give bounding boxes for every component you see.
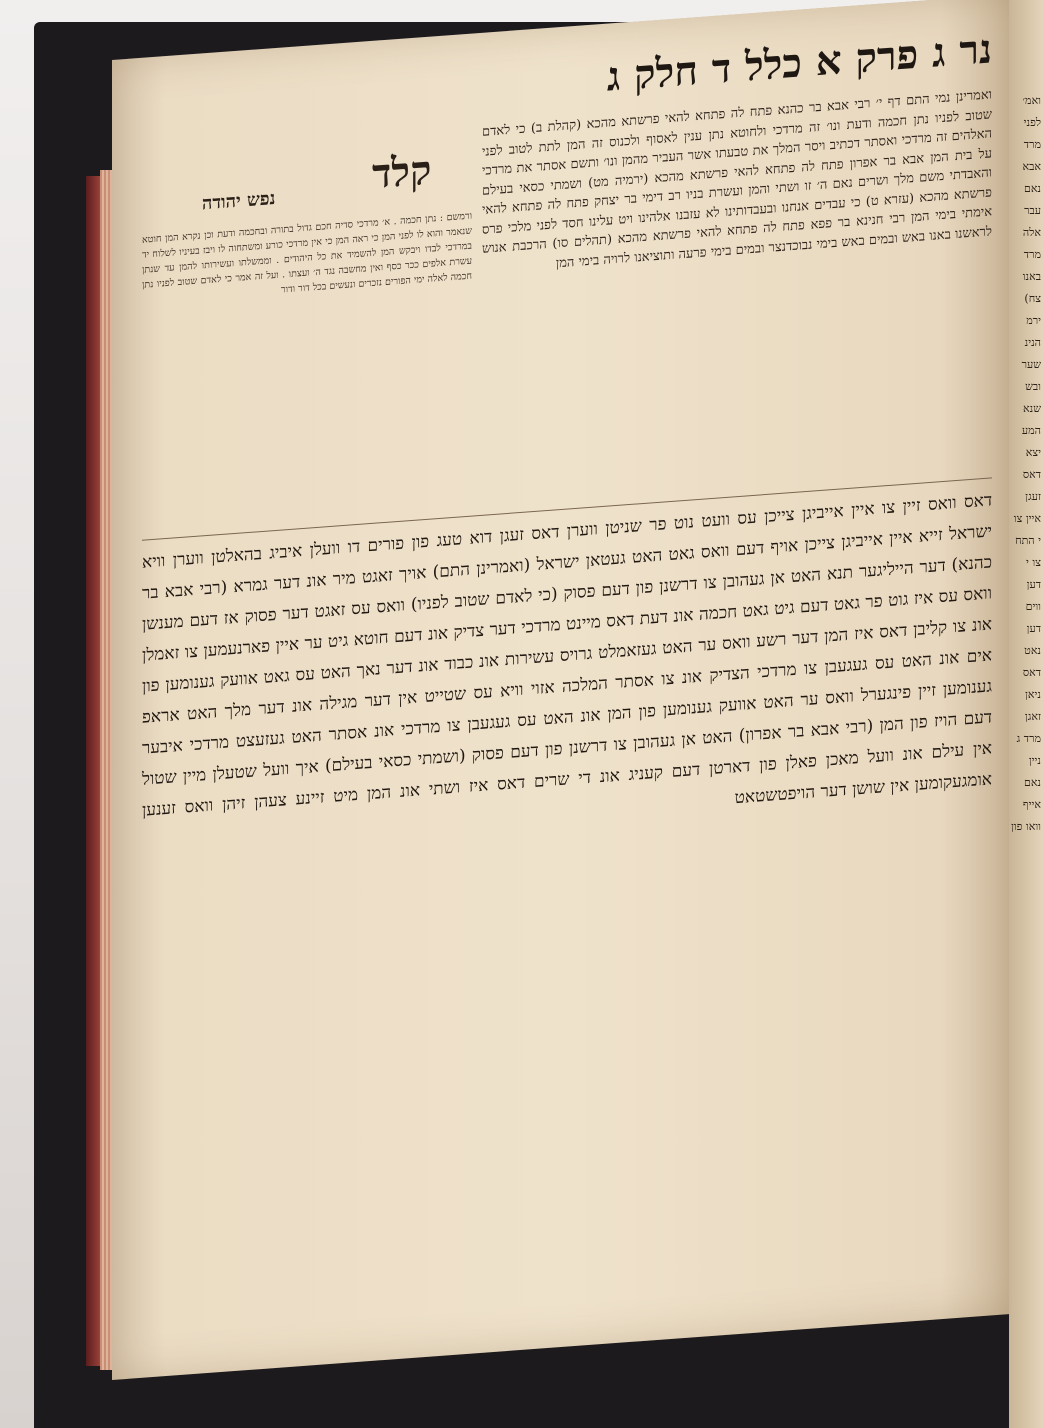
commentary-text: ורמשם : נתן חכמה . א׳ מרדכי סדיה חכם גדול בתורה ובחכמה ודעת וכן נקרא המן חוטא שנאמר והוא לו לפני המן כי ראה המן כי אין מרדכי כורע ומשתחוה לו ויבז בעיניו לשלוח יד במרדכי לבדו ויבקש המן להשמיד את כל היהודים . וממשלתו ועשירותו להמן עד שנתן עשרת אלפים ככר כסף ואין מחשבה נגד ה׳ ועצתו . ועל זה אמר כי לאדם שטוב לפניו נתן חכמה לאלה ימי הפורים נזכרים ונעשים בכל דור ודור: [142, 210, 472, 296]
facing-page: [1009, 0, 1043, 1428]
main-hebrew-text: ואמרינן נמי התם דף י׳ רבי אבא בר כהנא פתח לה פתחא להאי פרשתא מהכא (קהלת ב) כי לאדם שטוב לפניו נתן חכמה ודעת ונו׳ זה מרדכי ולחוטא נתן ענין לאסוף ולכנוס זה המן לתת לטוב לפני האלהים זה מרדכי ואסתר דכתיב ויסר המלך את טבעתו אשר העביר מהמן ונו׳ ותשם אסתר את מרדכי על בית המן אבא בר אפרון פתח לה פתחא להאי פרשתא מהכא (ירמיה מט) ושמתי כסאי בעילם והאבדתי משם מלך ושרים נאם ה׳ זו ושתי והמן ועשרת בניו רב דימי בר יצחק פתח לה פתחא להאי פרשתא מהכא (עזרא ט) כי עבדים אנחנו ובעבדותינו לא עזבנו אלהינו ויט עלינו חסד לפני מלכי פרס אימתי בימי המן רבי חנינא בר פפא פתח לה פתחא להאי פרשתא מהכא (תהלים סו) הרכבת אנוש לראשנו באנו באש ובמים באש בימי נבוכדנצר ובמים בימי פרעה ותוציאנו לרויה בימי המן: [482, 87, 992, 271]
commentary-title: נפש יהודה: [202, 188, 276, 215]
facing-page-text: ואמ׳ לפני מרד אבא נאם עבר אלה מרד באנו צח) ירמ הנינ שער ובש שנא המע יצא דאס זעגן איין צו י התח צו י דען ווים דען נאט דאס ניאן זאגן מרד ג ניין נאם אייף וואו פון: [1010, 94, 1041, 833]
yiddish-translation-text: דאס וואס זיין צו איין אייביגן צייכן עס וועט נוט פר שניטן ווערן דאס זעגן דוא טעג פון פורים דו וועלן איביג בהאלטן ווערן וויא ישראל זייא איין אייביגן צייכן אויף דעם וואס גאט האט געטאן ישראל (ואמרינן התם) אויך זאגט מיר אונ דער גמרא (רבי אבא בר כהנא) דער הייליגער תנא האט אן געהובן צו דרשנן פון דעם פסוק (כי לאדם שטוב לפניו) וואס עס זאגט דער פסוק אז דעם מענשן וואס עס איז גוט פר גאט דעם גיט גאט חכמה אונ דעת דאס מיינט מרדכי דער צדיק אונ דעם חוטא גיט ער איין פארנעמען צו זאמלן אונ צו קליבן דאס איז המן דער רשע וואס ער האט געזאמלט גרויס עשירות אונ כבוד אונ דער נאך האט עס גאט אוועק גענומען פון אים אונ האט עס געגעבן צו מרדכי הצדיק אונ צו אסתר המלכה אזוי וויא עס שטייט אין דער מגילה אונ דער מלך האט אראפ גענומען זיין פינגערל וואס ער האט אוועק גענומען פון המן אונ האט עס געגעבן צו מרדכי אונ אסתר האט געזעצט מרדכי איבער דעם הויז פון המן (רבי אבא בר אפרון) האט אן געהובן צו דרשנן פון דעם פסוק (ושמתי כסאי בעילם) איך וועל שטעלן מיין שטול אין עילם אונ וועל מאכן פאלן פון דארטן דעם קעניג אונ די שרים דאס איז ושתי אונ המן מיט זיינע צעהן זיהן וואס זענען אומגעקומען אין שושן דער הויפטשטאט: [142, 490, 992, 821]
page-number: קלד: [372, 146, 432, 198]
book-page: [112, 0, 1012, 1380]
running-title: נר ג פרק א כלל ד חלק ג: [606, 25, 992, 101]
